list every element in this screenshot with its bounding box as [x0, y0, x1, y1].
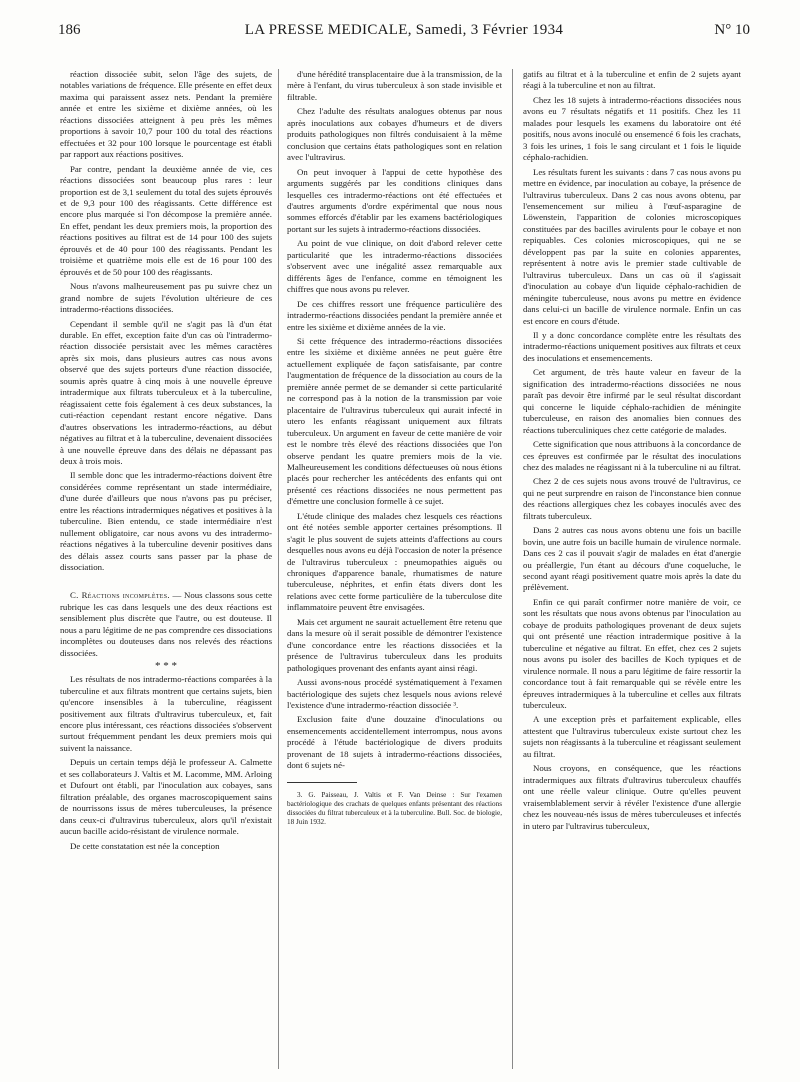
column-3	[523, 69, 741, 1069]
paragraph: Mais cet argument ne saurait actuellement être retenu que dans la mesure où il serait possible de démontrer l'existence d'une concordance entre les réactions dissociées et la présence de l'ultravirus tuberculeux dans les produits pathologiques provenant des enfants ayant ainsi réagi.	[287, 616, 502, 673]
paragraph: gatifs au filtrat et à la tuberculine et enfin de 2 sujets ayant réagi à la tuberculine et non au filtrat.	[523, 69, 741, 91]
paragraph: Les résultats furent les suivants : dans 7 cas nous avons pu mettre en évidence, par inoculation au cobaye, la présence de l'ultravirus tuberculeux. Dans 2 cas nous avons obtenu, par l'ensemencement sur milieu à l'œuf-asparagine de Löwenstein, l'apparition de colonies microscopiques constituées par des bacilles avirulents pour le cobaye et non repiquables. Ces colonies microscopiques, qui ne se développent pas par la suite en colonies apparentes, représentent à notre avis le premier stade cultivable de l'ultravirus tuberculeux. Dans un cas où il s'agissait d'inoculation au cobaye d'un liquide céphalo-rachidien de méningite tuberculeuse, nous avons pu mettre en évidence dans celui-ci un bacille de virulence normale. Enfin un cas est encore en cours d'étude.	[523, 166, 741, 326]
paragraph: Dans 2 autres cas nous avons obtenu une fois un bacille bovin, une autre fois un bacille humain de virulence normale. Dans ces 2 cas il pouvait s'agir de malades en état d'anergie ou préallergie, l'un étant au décours d'une coqueluche, le second ayant réagi positivement quatre mois après la date du prélèvement.	[523, 525, 741, 593]
paragraph-text: — Nous classons sous cette rubrique les cas dans lesquels une des deux réactions est sensiblement plus discrète que l'autre, ou est douteuse. Il nous a paru légitime de ne pas comprendre ces dissociations incomplètes ou douteuses dans nos relevés des réactions dissociées.	[60, 590, 272, 658]
paragraph: réaction dissociée subit, selon l'âge des sujets, de notables variations de fréquence. Elle présente en effet deux maxima qui paraissent assez nets. Pendant la première année et entre les sixième et dixième années, où les réactions dissociées atteignent à peu près les mêmes proportions à savoir 10,7 pour 100 du total des réactions effectuées et 32 pour 100 lorsque le pourcentage est établi par rapport aux réactions positives.	[60, 69, 272, 160]
column-divider	[278, 69, 279, 1069]
paragraph: Si cette fréquence des intradermo-réactions dissociées entre les sixième et dixième années ne peut guère être actuellement expliquée de façon satisfaisante, par contre l'augmentation de fréquence de la dissociation au cours de la première année permet de se demander si cette particularité ne correspond pas à la notion de la transmission par voie placentaire de l'ultravirus tuberculeux qui aurait infecté in utero les enfants réagissant uniquement aux filtrats tuberculeux. Un argument en faveur de cette manière de voir est le nombre très élevé des réactions dissociées que l'on observe pendant les quatre premiers mois de la vie. Malheureusement les conditions défectueuses où nous étions placés pour rechercher les antécédents des enfants qui ont présenté ces réactions dissociées ne nous permettent pas d'émettre une conclusion formelle à ce sujet.	[287, 335, 502, 507]
column-1	[60, 69, 272, 1069]
journal-title: LA PRESSE MEDICALE, Samedi, 3 Février 1934	[244, 22, 564, 38]
paragraph: Chez les 18 sujets à intradermo-réactions dissociées nous avons eu 7 résultats négatifs et 11 positifs. Chez les 11 malades pour lesquels les examens du laboratoire ont été positifs, nous avons inoculé ou ensemencé 6 fois les crachats, 3 fois les urines, 1 fois le sang circulant et 1 fois le liquide céphalo-rachidien.	[523, 94, 741, 163]
paragraph: Cette signification que nous attribuons à la concordance de ces épreuves est confirmée par le résultat des inoculations chez des malades ne réagissant ni à la tuberculine ni au filtrat.	[523, 439, 741, 472]
paragraph: Nous croyons, en conséquence, que les réactions intradermiques aux filtrats d'ultravirus tuberculeux chauffés ont une réelle valeur clinique. Outre qu'elles peuvent vraisemblablement servir à révéler l'existence d'une allergie chez les nouveau-nés issus de mères tuberculeuses et infectés in utero par l'ultravirus tuberculeux,	[523, 763, 741, 831]
paragraph: Aussi avons-nous procédé systématiquement à l'examen bactériologique des sujets chez lesquels nous avions relevé l'existence d'une intradermo-réaction dissociée ³.	[287, 677, 502, 711]
paragraph: A une exception près et parfaitement explicable, elles attestent que l'ultravirus tuberculeux existe surtout chez les sujets non réagissants à la tuberculine et réagissant seulement au filtrat.	[523, 714, 741, 759]
paragraph: Par contre, pendant la deuxième année de vie, ces réactions dissociées sont beaucoup plus rares : leur proportion est de 3,1 seulement du total des sujets éprouvés et de 9,3 pour 100 des réagissants. Cette différence est encore plus marquée si l'on décompose la première année. En effet, pendant les deux premiers mois, la proportion des réactions positives au filtrat est de 14 pour 100 des sujets éprouvés et de 40 pour 100 des réagissants. Pendant les troisième et quatrième mois elle est de 16 pour 100 des éprouvés et de 50 pour 100 des réagissants.	[60, 163, 272, 277]
paragraph: Au point de vue clinique, on doit d'abord relever cette particularité que les intradermo-réactions dissociées s'observent avec une inégalité assez remarquable aux différents âges de l'enfance, comme en témoignent les chiffres que nous avons pu relever.	[287, 238, 502, 295]
column-2	[287, 69, 502, 1069]
footnote: 3. G. Paisseau, J. Valtis et F. Van Deinse : Sur l'examen bactériologique des crachats de quelques enfants présentant des réactions dissociées du filtrat tuberculeux et à la tuberculine. Bull. Soc. de biologie, 18 Juin 1932.	[287, 790, 502, 826]
paragraph: Les résultats de nos intradermo-réactions comparées à la tuberculine et aux filtrats montrent que certains sujets, bien qu'encore insensibles à la tuberculine, réagissent positivement aux filtrats d'ultravirus tuberculeux, et, fait encore plus intéressant, ces réactions dissociées s'observent surtout fréquemment pendant les deux premiers mois qui suivent la naissance.	[60, 674, 272, 753]
footnote-rule	[287, 782, 357, 783]
paragraph: Nous n'avons malheureusement pas pu suivre chez un grand nombre de sujets l'évolution ultérieure de ces intradermo-réactions dissociées.	[60, 281, 272, 315]
paragraph: Chez 2 de ces sujets nous avons trouvé de l'ultravirus, ce qui ne peut surprendre en raison de l'inconstance bien connue des réactions allergiques chez les cobayes inoculés avec des filtrats tuberculeux.	[523, 476, 741, 521]
paragraph: Chez l'adulte des résultats analogues obtenus par nous après inoculations aux cobayes d'humeurs et de divers produits pathologiques non filtrés conduisaient à la même conclusion que certains états pathologiques sont en relation avec l'ultravirus.	[287, 106, 502, 163]
paragraph: De cette constatation est née la conception	[70, 840, 220, 851]
page-header	[58, 22, 750, 46]
paragraph: Il y a donc concordance complète entre les résultats des intradermo-réactions uniquement positives aux filtrats et ceux des inoculations et ensemencements.	[523, 329, 741, 363]
paragraph: Depuis un certain temps déjà le professeur A. Calmette et ses collaborateurs J. Valtis et M. Lacomme, MM. Arloing et Dufourt ont établi, par l'inoculation aux cobayes, sans filtration préalable, des organes macroscopiquement sains de nourrissons issus de mères tuberculeuses, la présence dans ceux-ci d'ultravirus tuberculeux, alors qu'il n'existait aucun bacille acido-résistant de virulence normale.	[60, 757, 272, 837]
section-separator-stars: * * *	[155, 660, 177, 673]
section-subhead: C. Réactions incomplètes.	[70, 590, 170, 601]
paragraph: Exclusion faite d'une douzaine d'inoculations ou ensemencements accidentellement interrompus, nous avons procédé à l'étude bactériologique de divers produits provenant de 18 sujets à intradermo-réactions dissociées, dont 6 sujets né-	[287, 714, 502, 771]
paragraph: Cet argument, de très haute valeur en faveur de la signification des intradermo-réactions dissociées ne nous paraît pas devoir être infirmé par le seul résultat discordant qui concerne le liquide céphalo-rachidien de méningite tuberculeuse, en raison des anomalies bien connues des réactions tuberculiniques chez cette catégorie de malades.	[523, 367, 741, 435]
issue-number: N° 10	[714, 22, 750, 38]
paragraph: Cependant il semble qu'il ne s'agit pas là d'un état durable. En effet, exception faite d'un cas où l'intradermo-réaction dissociée persistait avec les mêmes caractères après six mois, dans plusieurs autres cas nous avons observé que des sujets porteurs d'une réaction dissociée, soumis après quatre à cinq mois à une nouvelle épreuve intradermique aux filtrats tuberculeux et à la tuberculine, réagissaient cette fois également à ces deux substances, la cuti-réaction cependant restant encore négative. Dans d'autres observations les intradermo-réactions, au début négatives au filtrat et à la tuberculine, devenaient dissociées à une nouvelle épreuve dans des délais ne dépassant pas deux à trois mois.	[60, 318, 272, 466]
column-divider	[512, 69, 513, 1069]
paragraph: De ces chiffres ressort une fréquence particulière des intradermo-réactions dissociées pendant la première année et entre les sixième et dixième années de la vie.	[287, 298, 502, 332]
paragraph	[60, 590, 272, 659]
paragraph: On peut invoquer à l'appui de cette hypothèse des arguments suggérés par les conditions cliniques dans lesquelles ces intradermo-réactions ont été effectuées et d'autres arguments d'ordre expérimental que nous nous sommes efforcés d'établir par les examens bactériologiques portant sur les sujets à intradermo-réactions dissociées.	[287, 166, 502, 234]
paragraph: Enfin ce qui paraît confirmer notre manière de voir, ce sont les résultats que nous avons obtenus par l'inoculation au cobaye de produits pathologiques provenant de deux sujets qui ont présenté une réaction intradermique positive à la tuberculine et négative au filtrat. En effet, chez ces 2 sujets nous avons pu isoler des bacilles de Koch typiques et de virulence normale. Il nous a paru légitime de faire ressortir la concordance tout à fait remarquable qui se révèle entre les épreuves intradermiques à la tuberculine et celles aux filtrats tuberculeux.	[523, 596, 741, 711]
paragraph: Il semble donc que les intradermo-réactions doivent être considérées comme représentant un stade intermédiaire, d'une durée d'ailleurs que nous n'avons pas pu préciser, entre les réactions intradermiques négatives et positives à la tuberculine. Bien entendu, ce stade intermédiaire n'est nullement obligatoire, car nous avons vu des intradermo-réactions négatives à la tuberculine devenir positives dans des délais assez courts sans passer par la phase de dissociation.	[60, 470, 272, 573]
paragraph: L'étude clinique des malades chez lesquels ces réactions ont été notées semble apporter certaines présomptions. Il s'agit le plus souvent de sujets atteints d'affections au cours desquelles nous avons eu déjà l'occasion de noter la présence de l'ultravirus tuberculeux : pneumopathies aiguës ou chroniques d'apparence banale, rhumatismes de nature tuberculeuse, néphrites, et enfin états divers dont les relations avec cette forme particulière de la tuberculose dite inflammatoire peuvent être envisagées.	[287, 510, 502, 613]
page-number: 186	[58, 22, 81, 38]
paragraph: d'une hérédité transplacentaire due à la transmission, de la mère à l'enfant, du virus tuberculeux à son stade invisible et filtrable.	[287, 69, 502, 102]
